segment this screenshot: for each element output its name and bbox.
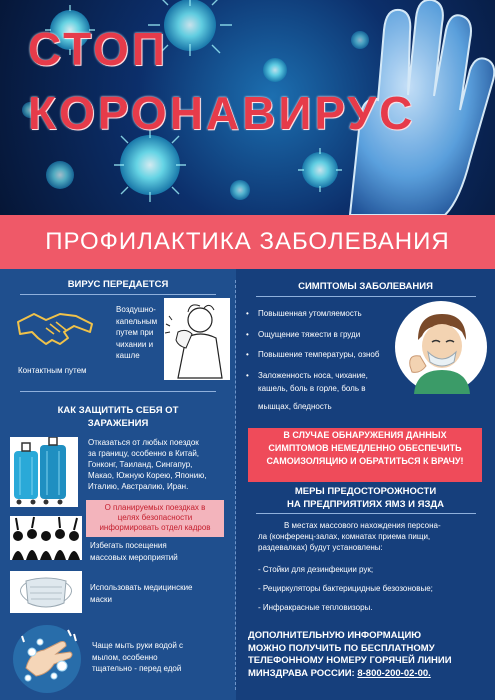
title-line-2: КОРОНАВИРУС xyxy=(28,87,416,139)
protection-title: КАК ЗАЩИТИТЬ СЕБЯ ОТ ЗАРАЖЕНИЯ xyxy=(57,405,179,429)
contact-text: Контактным путем xyxy=(18,366,87,375)
travel-text: Отказаться от любых поездок за границу, особенно в Китай, Гонконг, Таиланд, Сингапур, Макао, Южную Корею, Японию, Италию, Австралию, Иран. xyxy=(88,438,207,491)
symptom-item: • Ощущение тяжести в груди xyxy=(246,329,396,341)
divider xyxy=(256,296,476,297)
banner-text: ПРОФИЛАКТИКА ЗАБОЛЕВАНИЯ xyxy=(45,228,450,255)
divider xyxy=(20,391,216,392)
sneezing-person-icon xyxy=(164,298,230,380)
symptom-item: • Повышение температуры, озноб xyxy=(246,349,396,361)
prevention-banner xyxy=(0,215,495,269)
crowd-icon xyxy=(10,516,82,560)
symptom-item: • Заложенность носа, чихание, xyxy=(246,370,396,382)
symptoms-title: СИМПТОМЫ ЗАБОЛЕВАНИЯ xyxy=(298,281,433,292)
symptom-item-continued: кашель, боль в горле, боль в мышцах, бледность xyxy=(258,384,366,411)
hotline-info: ДОПОЛНИТЕЛЬНУЮ ИНФОРМАЦИЮ МОЖНО ПОЛУЧИТЬ ПО БЕСПЛАТНОМУ ТЕЛЕФОННОМУ НОМЕРУ ГОРЯЧЕЙ ЛИНИИ МИНЗДРАВА РОССИИ: 8-800-200-02-00. xyxy=(248,630,452,679)
sick-person-icon xyxy=(394,300,488,394)
symptom-item: • Повышенная утомляемость xyxy=(246,308,396,320)
precautions-title: МЕРЫ ПРЕДОСТОРОЖНОСТИ НА ПРЕДПРИЯТИЯХ ЯМЗ И ЯЗДА xyxy=(286,486,445,510)
precaution-item: - Рециркуляторы бактерицидные безозоновые; xyxy=(258,584,433,593)
notice-box: О планируемых поездках в целях безопасности информировать отдел кадров xyxy=(86,500,224,537)
transmission-title: ВИРУС ПЕРЕДАЕТСЯ xyxy=(67,279,169,290)
divider xyxy=(256,513,476,514)
mask-icon xyxy=(10,571,82,613)
hotline-phone[interactable]: 8-800-200-02-00. xyxy=(357,667,431,679)
handwash-icon xyxy=(10,622,84,696)
hero-image xyxy=(0,0,495,215)
precaution-item: - Стойки для дезинфекции рук; xyxy=(258,565,374,574)
divider xyxy=(20,294,216,295)
precautions-intro: В местах массового нахождения персона- ла (конференц-залах, комнатах приема пищи, раздевалках) будут установлены: xyxy=(258,521,441,552)
column-divider xyxy=(235,280,236,690)
hands-text: Чаще мыть руки водой с мылом, особенно тщательно - перед едой xyxy=(92,641,184,673)
precaution-item: - Инфракрасные тепловизоры. xyxy=(258,603,373,612)
events-text: Избегать посещения массовых мероприятий xyxy=(90,541,178,562)
suitcase-icon xyxy=(10,437,78,507)
airborne-text: Воздушно- капельным путем при чихании и кашле xyxy=(116,305,158,360)
masks-text: Использовать медицинские маски xyxy=(90,583,193,604)
title-line-1: СТОП xyxy=(28,23,168,75)
symptoms-list xyxy=(246,308,396,390)
alert-box: В СЛУЧАЕ ОБНАРУЖЕНИЯ ДАННЫХ СИМПТОМОВ НЕМЕДЛЕННО ОБЕСПЕЧИТЬ САМОИЗОЛЯЦИЮ И ОБРАТИТЬСЯ К ВРАЧУ! xyxy=(248,428,482,482)
handshake-icon xyxy=(16,302,94,352)
precautions-list xyxy=(258,560,488,617)
